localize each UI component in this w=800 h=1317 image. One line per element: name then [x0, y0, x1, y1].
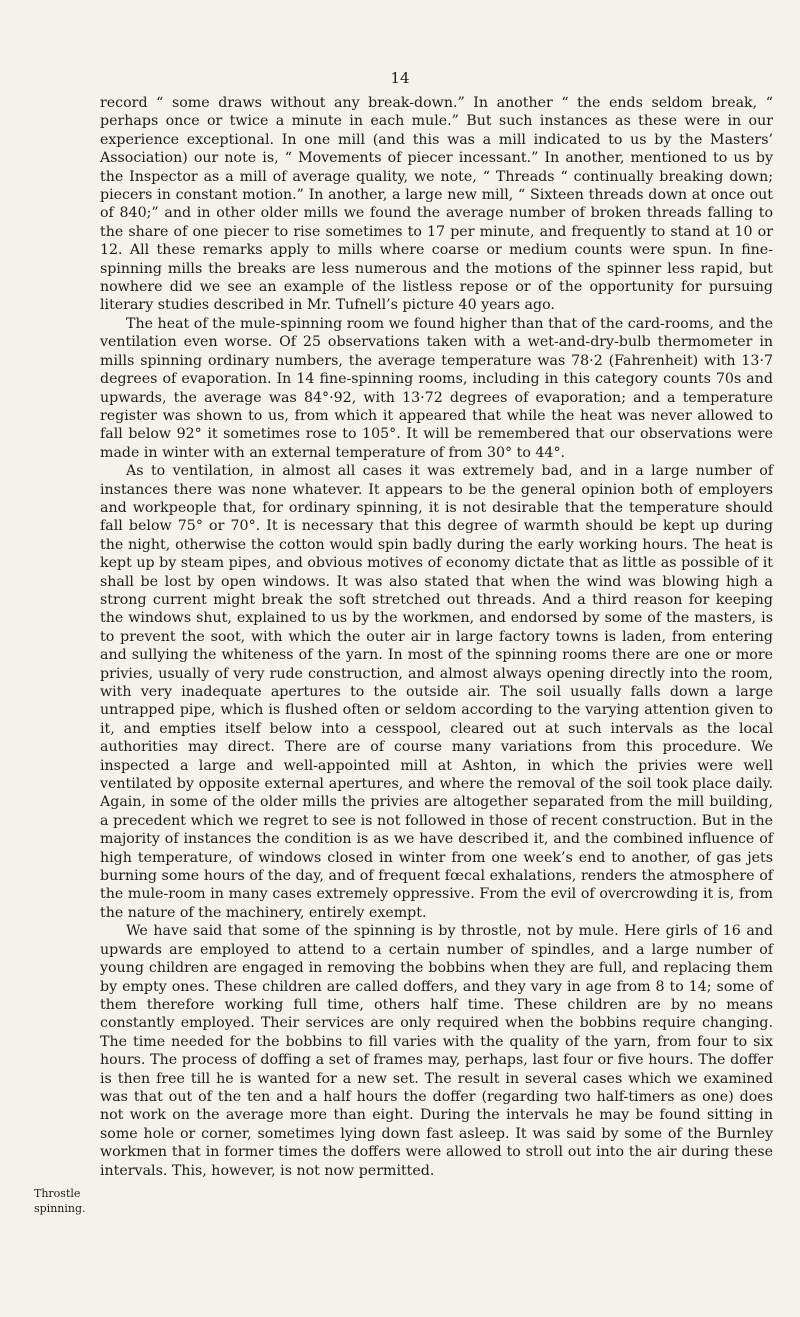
paragraph-4: We have said that some of the spinning is by throstle, not by mule. Here girls of 16 and upwards are employed to attend to a certain number of spindles, and a large number of young children are engaged in removing the bobbins when they are full, and replacing them by empty ones. These children are called doffers, and they vary in age from 8 to 14; some of them therefore working full time, others half time. These children are by no means constantly employed. Their services are only required when the bobbins require changing. The time needed for the bobbins to fill varies with the quality of the yarn, from four to six hours. The process of doffing a set of frames may, perhaps, last four or five hours. The doffer is then free till he is wanted for a new set. The result in several cases which we examined was that out of the ten and a half hours the doffer (regarding two half-timers as one) does not work on the average more than eight. During the intervals he may be found sitting in some hole or corner, sometimes lying down fast asleep. It was said by some of the Burnley workmen that in former times the doffers were allowed to stroll out into the air during these intervals. This, however, is not now permitted. [100, 923, 773, 1179]
margin-note-line-2: spinning. [34, 1202, 86, 1215]
paragraph-1: record “ some draws without any break-down.” In another “ the ends seldom break, “ perhaps once or twice a minute in each mule.” But such instances as these were in our experience exceptional. In one mill (and this was a mill indicated to us by the Masters’ Association) our note is, “ Movements of piecer incessant.” In another, mentioned to us by the Inspector as a mill of average quality, we note, “ Threads “ continually breaking down; piecers in constant motion.” In another, a large new mill, “ Sixteen threads down at once out of 840;” and in other older mills we found the average number of broken threads falling to the share of one piecer to rise sometimes to 17 per minute, and frequently to stand at 10 or 12. All these remarks apply to mills where coarse or medium counts were spun. In fine-spinning mills the breaks are less numerous and the motions of the spinner less rapid, but nowhere did we see an example of the listless repose or of the opportunity for pursuing literary studies described in Mr. Tufnell’s picture 40 years ago. [100, 95, 773, 314]
paragraph-2: The heat of the mule-spinning room we found higher than that of the card-rooms, and the ventilation even worse. Of 25 observations taken with a wet-and-dry-bulb thermometer in mills spinning ordinary numbers, the average temperature was 78·2 (Fahrenheit) with 13·7 degrees of evaporation. In 14 fine-spinning rooms, including in this category counts 70s and upwards, the average was 84°·92, with 13·72 degrees of evaporation; and a temperature register was shown to us, from which it appeared that while the heat was never allowed to fall below 92° it sometimes rose to 105°. It will be remembered that our observations were made in winter with an external temperature of from 30° to 44°. [100, 315, 773, 461]
body-text [100, 94, 773, 1180]
margin-note-throstle-spinning [34, 1186, 96, 1216]
margin-note-line-1: Throstle [34, 1187, 81, 1200]
page-number: 14 [390, 69, 410, 87]
paragraph-3: As to ventilation, in almost all cases it was extremely bad, and in a large number of instances there was none whatever. It appears to be the general opinion both of employers and workpeople that, for ordinary spinning, it is not desirable that the temperature should fall below 75° or 70°. It is necessary that this degree of warmth should be kept up during the night, otherwise the cotton would spin badly during the early working hours. The heat is kept up by steam pipes, and obvious motives of economy dictate that as little as possible of it shall be lost by open windows. It was also stated that when the wind was blowing high a strong current might break the soft stretched out threads. And a third reason for keeping the windows shut, explained to us by the workmen, and endorsed by some of the masters, is to prevent the soot, with which the outer air in large factory towns is laden, from entering and sullying the whiteness of the yarn. In most of the spinning rooms there are one or more privies, usually of very rude construction, and almost always opening directly into the room, with very inadequate apertures to the outside air. The soil usually falls down a large untrapped pipe, which is flushed often or seldom according to the varying attention given to it, and empties itself below into a cesspool, cleared out at such intervals as the local authorities may direct. There are of course many variations from this procedure. We inspected a large and well-appointed mill at Ashton, in which the privies were well ventilated by opposite external apertures, and where the removal of the soil took place daily. Again, in some of the older mills the privies are altogether separated from the mill building, a precedent which we regret to see is not followed in those of recent construction. But in the majority of instances the condition is as we have described it, and the combined influence of high temperature, of windows closed in winter from one week’s end to another, of gas jets burning some hours of the day, and of frequent fœcal exhalations, renders the atmosphere of the mule-room in many cases extremely oppressive. From the evil of overcrowding it is, from the nature of the machinery, entirely exempt. [100, 463, 773, 921]
